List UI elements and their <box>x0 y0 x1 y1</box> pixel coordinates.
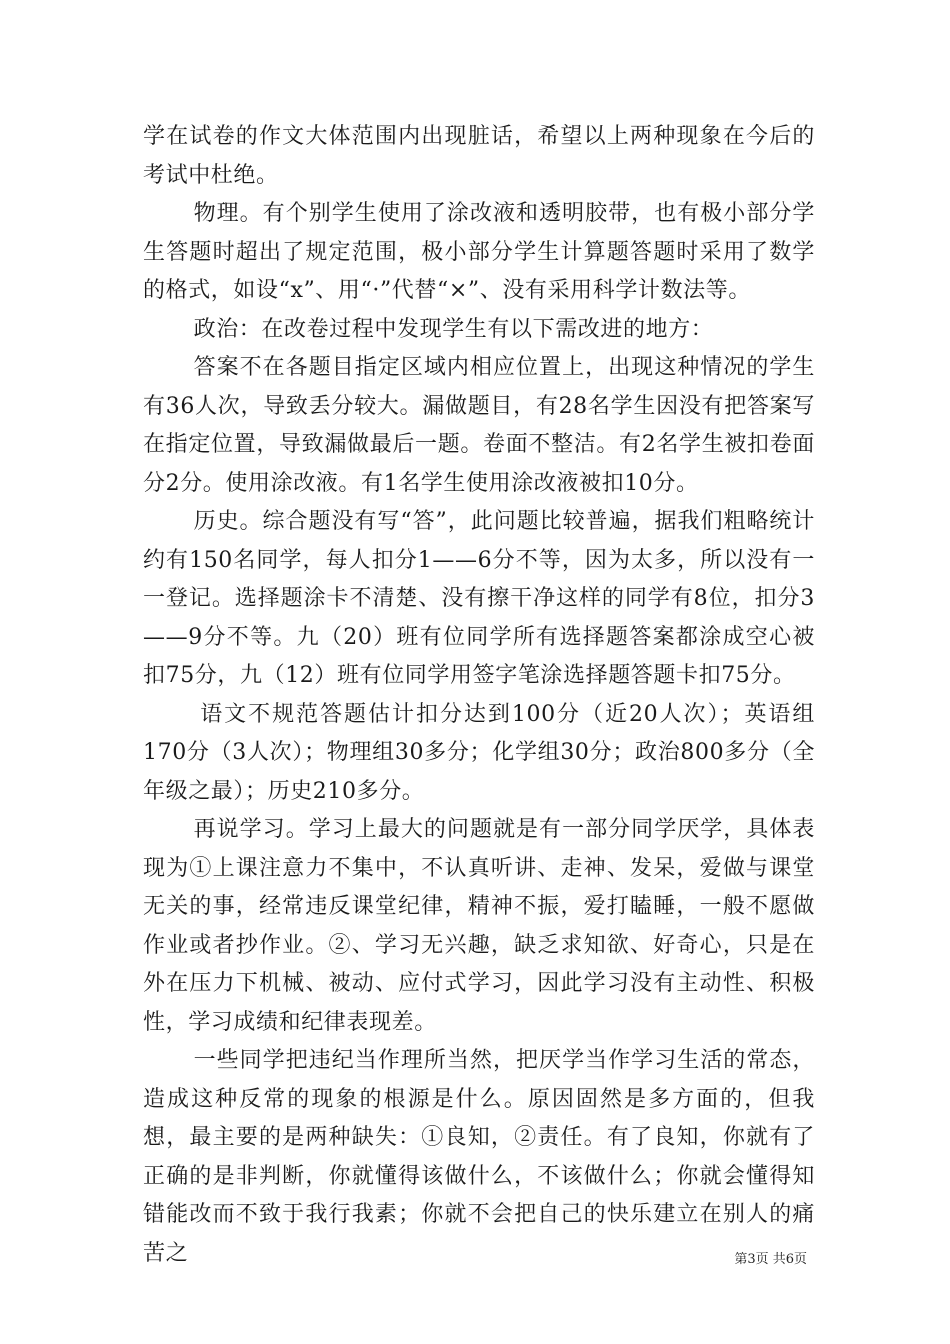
paragraph-continuation: 学在试卷的作文大体范围内出现脏话，希望以上两种现象在今后的考试中杜绝。 <box>143 124 815 188</box>
paragraph-deduction-summary: 语文不规范答题估计扣分达到100分（近20人次）；英语组170分（3人次）；物理组30多分；化学组30分；政治800多分（全年级之最）；历史210多分。 <box>143 701 815 804</box>
paragraph-study: 再说学习。学习上最大的问题就是有一部分同学厌学，具体表现为①上课注意力不集中，不认真听讲、走神、发呆，爱做与课堂无关的事，经常违反课堂纪律，精神不振，爱打瞌睡，一般不愿做作业或者抄作业。②、学习无兴趣，缺乏求知欲、好奇心，只是在外在压力下机械、被动、应付式学习，因此学习没有主动性、积极性，学习成绩和纪律表现差。 <box>143 817 815 1035</box>
paragraph-physics: 物理。有个别学生使用了涂改液和透明胶带，也有极小部分学生答题时超出了规定范围，极小部分学生计算题答题时采用了数学的格式，如设“x”、用“·”代替“×”、没有采用科学计数法等。 <box>143 201 815 303</box>
paragraph-politics-details: 答案不在各题目指定区域内相应位置上，出现这种情况的学生有36人次，导致丢分较大。漏做题目，有28名学生因没有把答案写在指定位置，导致漏做最后一题。卷面不整洁。有2名学生被扣卷面分2分。使用涂改液。有1名学生使用涂改液被扣10分。 <box>143 355 815 496</box>
page-number: 第3页 共6页 <box>734 1252 807 1267</box>
document-body <box>143 118 815 1273</box>
paragraph-history: 历史。综合题没有写“答”，此问题比较普遍，据我们粗略统计约有150名同学，每人扣分1——6分不等，因为太多，所以没有一一登记。选择题涂卡不清楚、没有擦干净这样的同学有8位，扣分3——9分不等。九（20）班有位同学所有选择题答案都涂成空心被扣75分，九（12）班有位同学用签字笔涂选择题答题卡扣75分。 <box>143 509 815 688</box>
paragraph-politics-intro: 政治：在改卷过程中发现学生有以下需改进的地方： <box>193 316 714 342</box>
paragraph-root-cause: 一些同学把违纪当作理所当然，把厌学当作学习生活的常态，造成这种反常的现象的根源是什么。原因固然是多方面的，但我想，最主要的是两种缺失：①良知，②责任。有了良知，你就有了正确的是非判断，你就懂得该做什么，不该做什么；你就会懂得知错能改而不致于我行我素；你就不会把自己的快乐建立在别人的痛苦之 <box>143 1048 815 1266</box>
